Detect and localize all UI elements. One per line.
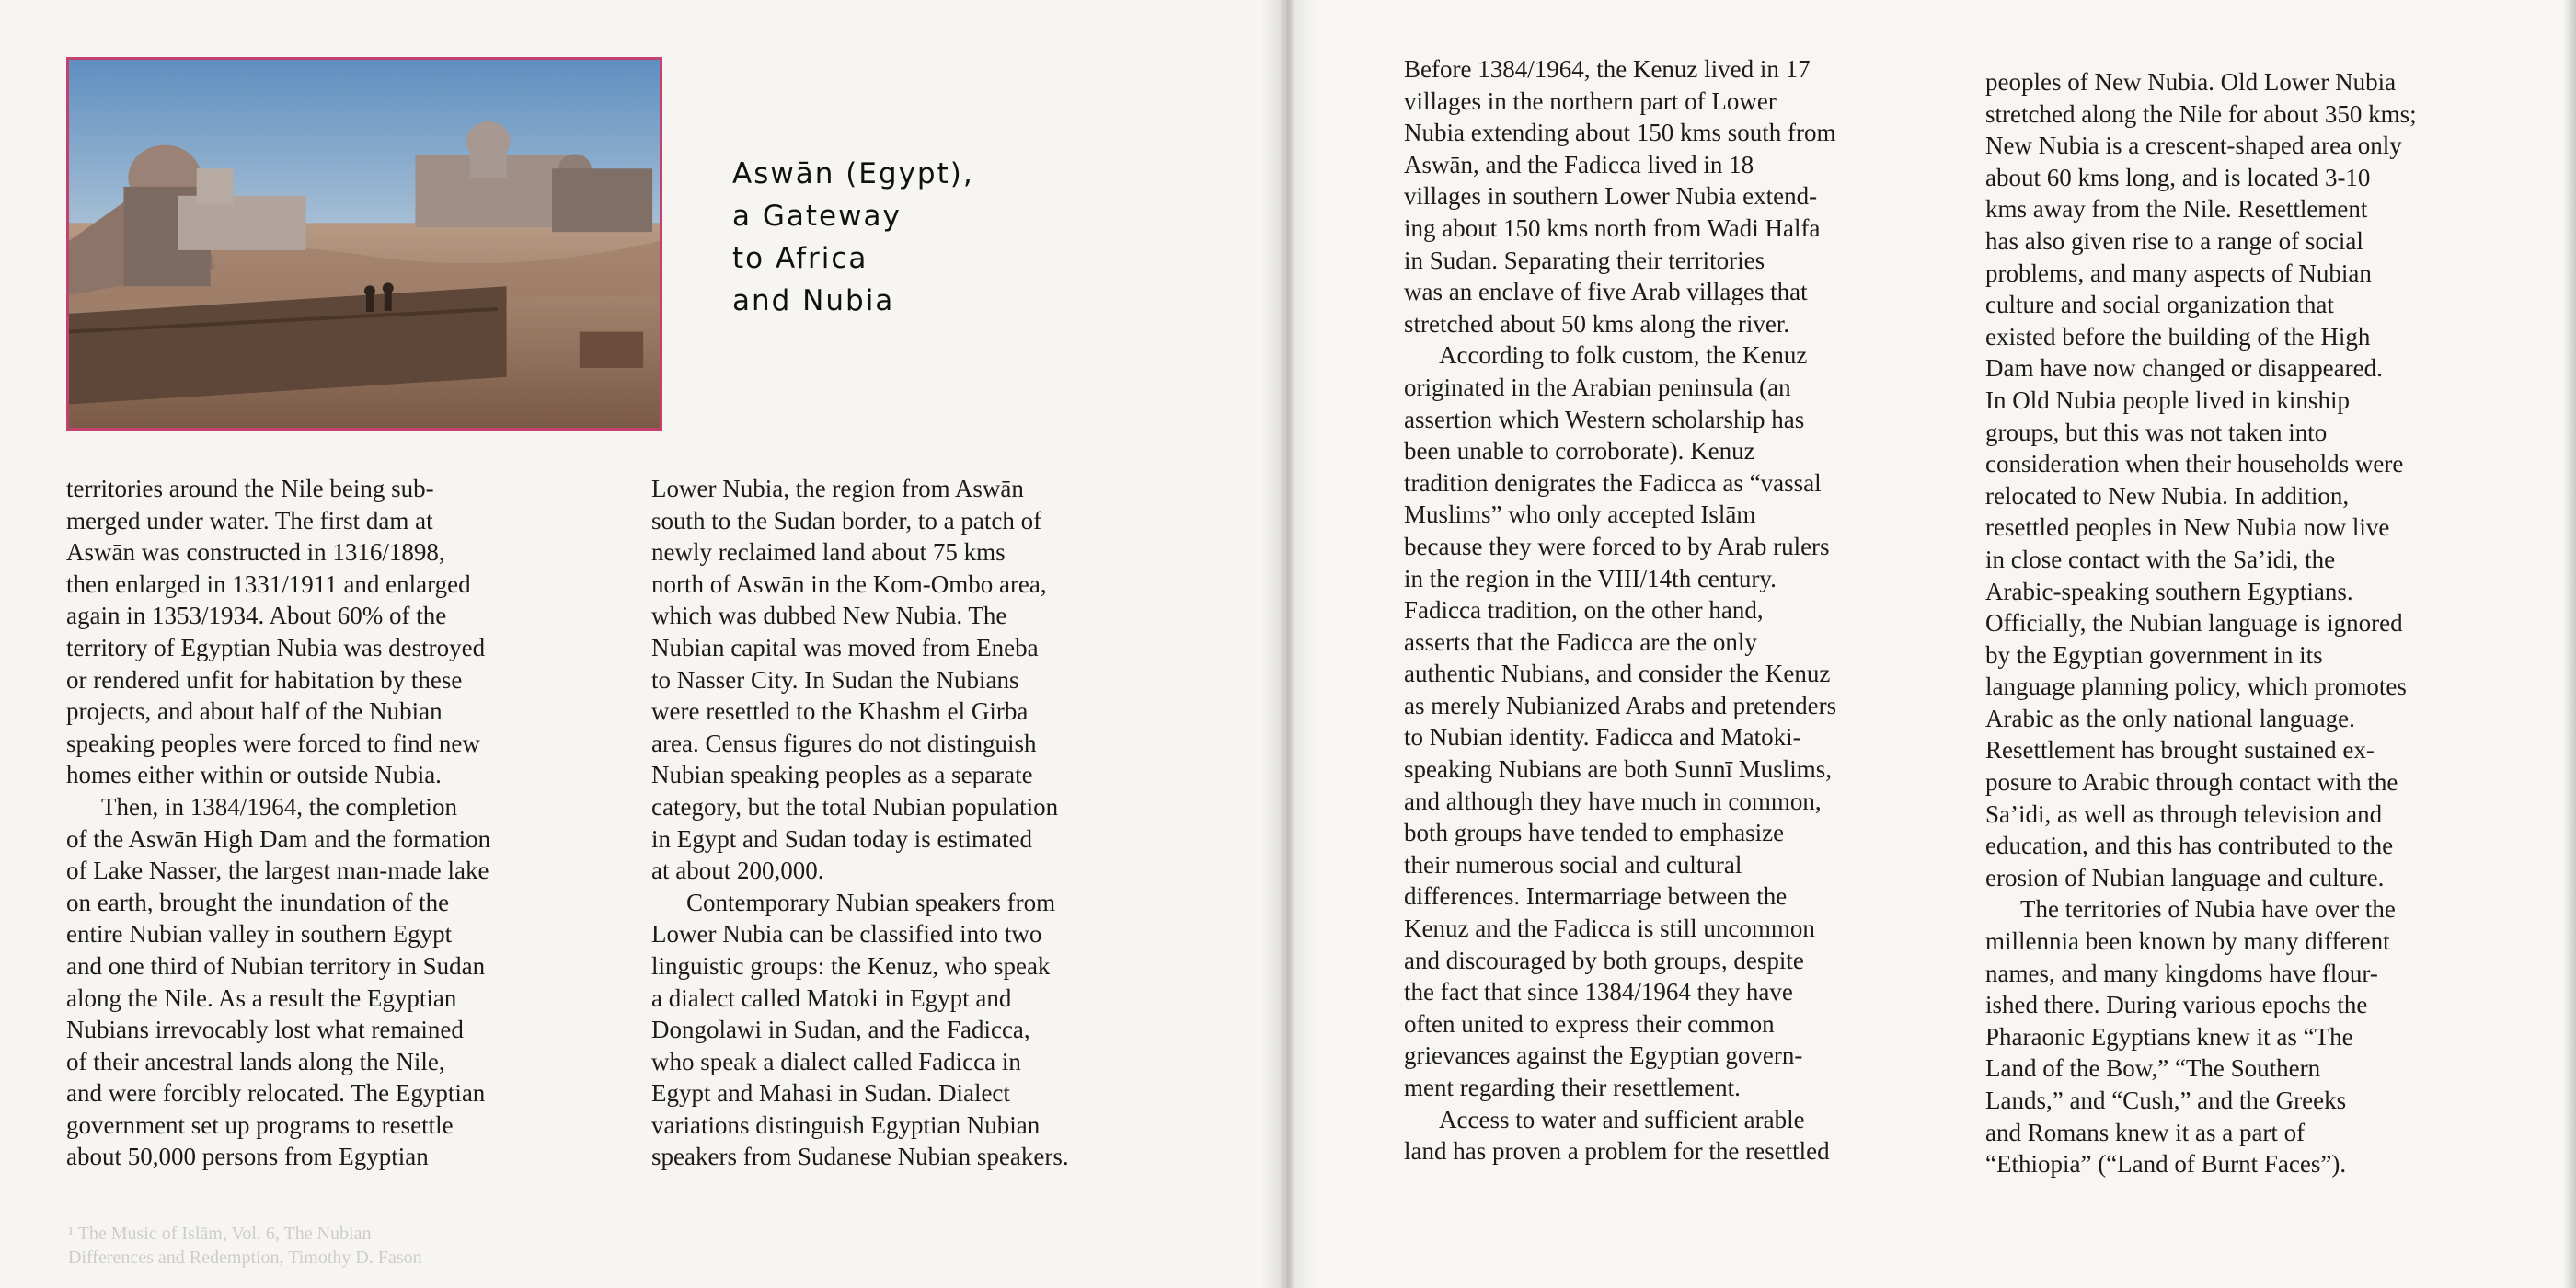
text-line: on earth, brought the inundation of the [66, 888, 450, 916]
text-line: tradition denigrates the Fadicca as “vassal [1404, 468, 1822, 497]
left-page [0, 0, 1281, 1288]
text-line: as merely Nubianized Arabs and pretenders [1404, 691, 1837, 719]
text-line: south to the Sudan border, to a patch of [651, 506, 1042, 535]
article-headline [732, 153, 1119, 322]
text-line: category, but the total Nubian population [651, 792, 1059, 821]
text-line: and discouraged by both groups, despite [1404, 946, 1804, 974]
text-line: newly reclaimed land about 75 kms [651, 538, 1006, 567]
text-line: were resettled to the Khashm el Girba [651, 697, 1029, 726]
footnote-line-2: Differences and Redemption, Timothy D. Fason [68, 1248, 422, 1268]
text-line: and were forcibly relocated. The Egyptian [66, 1079, 486, 1108]
text-line: often united to express their common [1404, 1009, 1775, 1038]
text-line: the fact that since 1384/1964 they have [1404, 978, 1793, 1006]
text-line: Lower Nubia, the region from Aswān [651, 475, 1024, 502]
text-line: merged under water. The first dam at [66, 506, 433, 535]
text-line: a dialect called Matoki in Egypt and [651, 983, 1012, 1012]
text-line: Aswān, and the Fadicca lived in 18 [1404, 150, 1754, 178]
text-line: of the Aswān High Dam and the formation [66, 824, 491, 853]
text-line: Pharaonic Egyptians knew it as “The [1985, 1022, 2353, 1051]
text-line: in Sudan. Separating their territories [1404, 246, 1765, 274]
photo-illustration [69, 60, 660, 428]
text-line: Nubian capital was moved from Eneba [651, 633, 1039, 661]
text-line: who speak a dialect called Fadicca in [651, 1047, 1021, 1075]
text-line: Egypt and Mahasi in Sudan. Dialect [651, 1079, 1010, 1108]
text-line: of their ancestral lands along the Nile, [66, 1047, 445, 1075]
bleed-through-footnote [68, 1222, 422, 1270]
text-line: Nubian speaking peoples as a separate [651, 761, 1033, 789]
text-line: New Nubia is a crescent-shaped area only [1985, 132, 2402, 160]
text-line: “Ethiopia” (“Land of Burnt Faces”). [1985, 1150, 2347, 1179]
text-line: at about 200,000. [651, 857, 824, 885]
headline-line-2: a Gateway [732, 200, 902, 233]
text-line: millennia been known by many different [1985, 927, 2390, 956]
text-line: originated in the Arabian peninsula (an [1404, 373, 1791, 401]
text-line: Dongolawi in Sudan, and the Fadicca, [651, 1016, 1030, 1044]
text-line: posure to Arabic through contact with the [1985, 768, 2398, 797]
text-line: relocated to New Nubia. In addition, [1985, 481, 2350, 510]
text-line: has also given rise to a range of social [1985, 226, 2363, 255]
text-line: land has proven a problem for the resettled [1404, 1137, 1830, 1166]
text-line: homes either within or outside Nubia. [66, 761, 442, 789]
text-line: Kenuz and the Fadicca is still uncommon [1404, 914, 1815, 943]
text-line: education, and this has contributed to the [1985, 832, 2394, 860]
text-line: in the region in the VIII/14th century. [1404, 564, 1777, 592]
text-line: Nubia extending about 150 kms south from [1404, 119, 1836, 147]
text-line: Aswān was constructed in 1316/1898, [66, 538, 445, 567]
text-line: in Egypt and Sudan today is estimated [651, 824, 1032, 853]
text-line: of Lake Nasser, the largest man-made lake [66, 857, 489, 885]
text-line: Dam have now changed or disappeared. [1985, 354, 2383, 383]
text-line: their numerous social and cultural [1404, 850, 1742, 879]
text-line: The territories of Nubia have over the [2020, 895, 2396, 924]
text-line: and Romans knew it as a part of [1985, 1118, 2306, 1146]
text-line: Then, in 1384/1964, the completion [101, 792, 457, 821]
text-line: because they were forced to by Arab rulers [1404, 532, 1830, 560]
text-line: along the Nile. As a result the Egyptian [66, 983, 457, 1012]
text-line: Contemporary Nubian speakers from [686, 888, 1056, 916]
photo-nubian-tombs [66, 57, 662, 431]
text-line: Land of the Bow,” “The Southern [1985, 1054, 2321, 1083]
text-line: groups, but this was not taken into [1985, 418, 2328, 446]
text-line: consideration when their households were [1985, 450, 2404, 478]
text-line: Fadicca tradition, on the other hand, [1404, 596, 1764, 625]
text-line: language planning policy, which promotes [1985, 673, 2407, 701]
text-line: was an enclave of five Arab villages that [1404, 278, 1808, 306]
text-line: Officially, the Nubian language is ignored [1985, 609, 2403, 638]
text-line: kms away from the Nile. Resettlement [1985, 195, 2368, 224]
text-column-3 [1404, 53, 1836, 1167]
text-line: culture and social organization that [1985, 291, 2334, 319]
text-line: territory of Egyptian Nubia was destroyed [66, 633, 486, 661]
text-line: Resettlement has brought sustained ex- [1985, 736, 2375, 765]
text-line: names, and many kingdoms have flour- [1985, 959, 2378, 987]
footnote-line-1: ¹ The Music of Islām, Vol. 6, The Nubian [68, 1224, 372, 1244]
text-line: Muslims” who only accepted Islām [1404, 500, 1756, 529]
text-line: then enlarged in 1331/1911 and enlarged [66, 569, 471, 598]
text-line: speaking peoples were forced to find new [66, 729, 480, 757]
text-line: differences. Intermarriage between the [1404, 882, 1788, 911]
text-line: erosion of Nubian language and culture. [1985, 863, 2385, 891]
text-line: Nubians irrevocably lost what remained [66, 1016, 464, 1044]
text-line: resettled peoples in New Nubia now live [1985, 513, 2390, 542]
text-line: Lower Nubia can be classified into two [651, 920, 1042, 949]
text-line: Before 1384/1964, the Kenuz lived in 17 [1404, 55, 1811, 83]
text-line: been unable to corroborate). Kenuz [1404, 437, 1755, 466]
text-line: ished there. During various epochs the [1985, 991, 2368, 1019]
text-line: villages in southern Lower Nubia extend- [1404, 182, 1818, 211]
headline-line-4: and Nubia [732, 284, 895, 317]
text-line: in close contact with the Sa’idi, the [1985, 545, 2336, 573]
text-line: and one third of Nubian territory in Sudan [66, 951, 486, 980]
text-line: assertion which Western scholarship has [1404, 405, 1805, 433]
page-edge-shadow [2563, 0, 2576, 1288]
text-line: area. Census figures do not distinguish [651, 729, 1037, 757]
text-line: and although they have much in common, [1404, 787, 1822, 815]
text-line: territories around the Nile being sub- [66, 475, 434, 502]
text-line: existed before the building of the High [1985, 322, 2371, 351]
text-line: According to folk custom, the Kenuz [1439, 341, 1808, 370]
text-line: authentic Nubians, and consider the Kenuz [1404, 660, 1831, 688]
text-line: Access to water and sufficient arable [1439, 1105, 1805, 1133]
text-line: both groups have tended to emphasize [1404, 819, 1785, 847]
text-line: villages in the northern part of Lower [1404, 86, 1777, 115]
text-line: which was dubbed New Nubia. The [651, 602, 1007, 630]
text-line: Arabic as the only national language. [1985, 704, 2355, 732]
text-column-4 [1985, 66, 2417, 1180]
text-line: speaking Nubians are both Sunnī Muslims, [1404, 755, 1832, 784]
text-line: by the Egyptian government in its [1985, 640, 2323, 669]
text-line: variations distinguish Egyptian Nubian [651, 1110, 1041, 1139]
text-column-1 [66, 473, 490, 1173]
text-line: to Nasser City. In Sudan the Nubians [651, 665, 1019, 694]
text-line: linguistic groups: the Kenuz, who speak [651, 951, 1051, 980]
headline-line-3: to Africa [732, 242, 868, 275]
text-line: ment regarding their resettlement. [1404, 1074, 1741, 1101]
headline-line-1: Aswān (Egypt), [732, 157, 974, 190]
text-line: projects, and about half of the Nubian [66, 697, 443, 726]
book-gutter [1260, 0, 1316, 1288]
text-line: entire Nubian valley in southern Egypt [66, 920, 453, 949]
text-line: ing about 150 kms north from Wadi Halfa [1404, 213, 1821, 242]
text-line: or rendered unfit for habitation by these [66, 665, 463, 694]
text-line: speakers from Sudanese Nubian speakers. [651, 1143, 1069, 1171]
text-line: again in 1353/1934. About 60% of the [66, 602, 447, 630]
text-line: Arabic-speaking southern Egyptians. [1985, 577, 2353, 605]
text-line: stretched about 50 kms along the river. [1404, 309, 1790, 338]
text-line: stretched along the Nile for about 350 kms; [1985, 99, 2417, 128]
text-line: about 60 kms long, and is located 3-10 [1985, 163, 2371, 191]
text-line: In Old Nubia people lived in kinship [1985, 385, 2350, 414]
text-line: about 50,000 persons from Egyptian [66, 1143, 429, 1171]
text-line: grievances against the Egyptian govern- [1404, 1041, 1803, 1070]
text-line: government set up programs to resettle [66, 1110, 454, 1139]
text-line: north of Aswān in the Kom-Ombo area, [651, 569, 1047, 598]
text-line: peoples of New Nubia. Old Lower Nubia [1985, 68, 2397, 96]
text-line: to Nubian identity. Fadicca and Matoki- [1404, 723, 1801, 752]
text-line: problems, and many aspects of Nubian [1985, 259, 2372, 287]
text-line: Lands,” and “Cush,” and the Greeks [1985, 1087, 2347, 1114]
text-line: asserts that the Fadicca are the only [1404, 627, 1757, 656]
text-line: Sa’idi, as well as through television and [1985, 799, 2383, 828]
text-column-2 [651, 473, 1069, 1173]
